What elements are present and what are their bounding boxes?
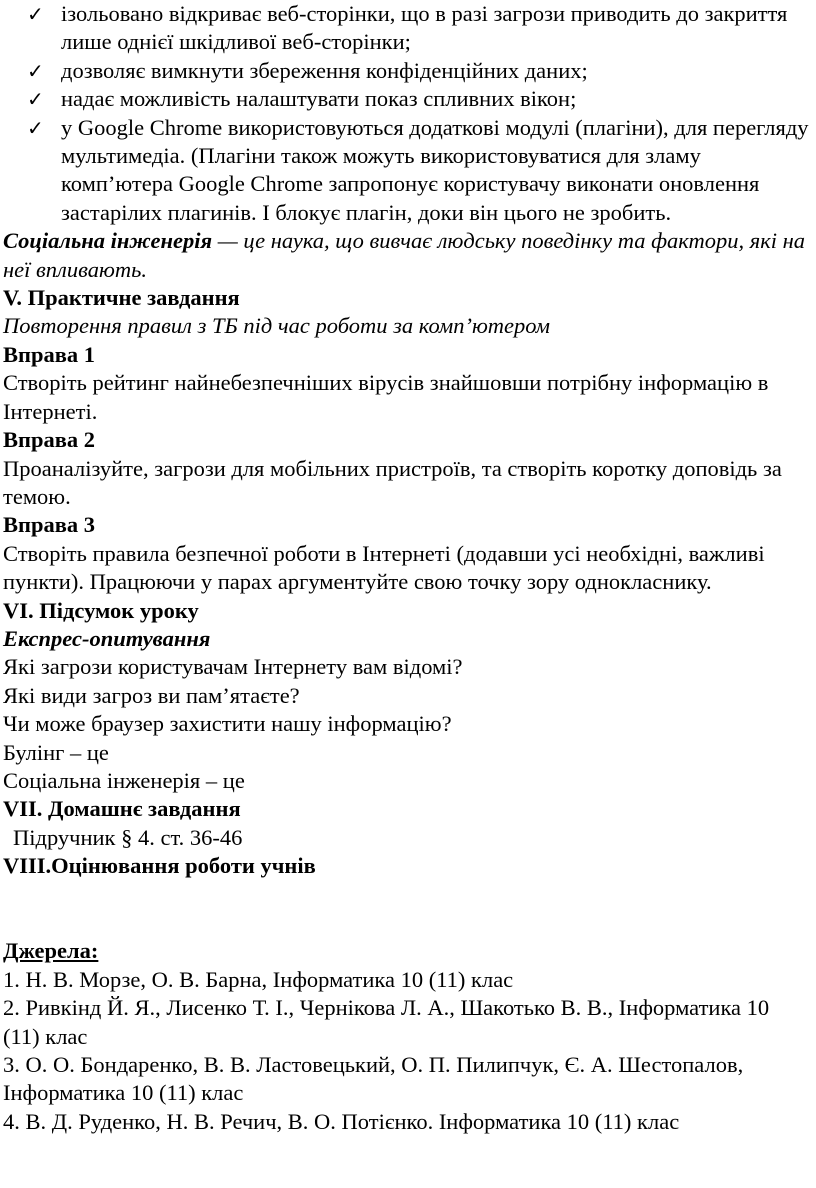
exercise-text: Проаналізуйте, загрози для мобільних пристроїв, та створіть коротку доповідь за темою. <box>3 455 782 509</box>
survey-question: Чи може браузер захистити нашу інформацію? <box>3 711 452 737</box>
survey-question: Які загрози користувачам Інтернету вам відомі? <box>3 654 463 680</box>
summary-heading: VI. Підсумок уроку <box>3 597 199 623</box>
list-item <box>3 114 811 228</box>
checkmark-icon: ✓ <box>27 87 44 112</box>
exercise-text: Створіть рейтинг найнебезпечніших вірусів знайшовши потрібну інформацію в Інтернеті. <box>3 370 769 424</box>
summary-subheading: Експрес-опитування <box>3 625 211 651</box>
evaluation-heading: VIII.Оцінювання роботи учнів <box>3 853 316 879</box>
list-item <box>3 0 811 57</box>
survey-question: Які види загроз ви пам’ятаєте? <box>3 682 300 708</box>
definition-paragraph <box>3 227 811 284</box>
survey-question: Булінг – це <box>3 739 109 765</box>
checkmark-icon: ✓ <box>27 2 44 26</box>
list-item-text: надає можливість налаштувати показ спливних вікон; <box>61 86 577 112</box>
document-page <box>3 0 811 1136</box>
exercise-title: Вправа 2 <box>3 427 96 453</box>
homework-text: Підручник § 4. ст. 36-46 <box>13 824 243 850</box>
source-item: 2. Ривкінд Й. Я., Лисенко Т. І., Чернікова Л. А., Шакотько В. В., Інформатика 10 (11) клас <box>3 995 770 1049</box>
checkmark-icon: ✓ <box>27 115 44 140</box>
homework-heading: VII. Домашнє завдання <box>3 796 241 822</box>
exercise-title: Вправа 1 <box>3 341 96 367</box>
definition-term: Соціальна інженерія <box>3 228 213 254</box>
sources-heading: Джерела: <box>3 938 99 964</box>
list-item-text: ізольовано відкриває веб-сторінки, що в разі загрози приводить до закриття лише однієї шкідливої веб-сторінки; <box>61 1 788 55</box>
source-item: 4. В. Д. Руденко, Н. В. Речич, В. О. Потієнко. Інформатика 10 (11) клас <box>3 1108 680 1134</box>
list-item-text: дозволяє вимкнути збереження конфіденційних даних; <box>61 57 588 83</box>
exercise-text: Створіть правила безпечної роботи в Інтернеті (додавши усі необхідні, важливі пункти). Працюючи у парах аргументуйте свою точку зору однокласнику. <box>3 540 765 595</box>
source-item: 3. О. О. Бондаренко, В. В. Ластовецький, О. П. Пилипчук, Є. А. Шестопалов, Інформатика 10 (11) клас <box>3 1052 744 1106</box>
exercise-title: Вправа 3 <box>3 512 96 538</box>
practical-subheading: Повторення правил з ТБ під час роботи за комп’ютером <box>3 313 551 339</box>
blank-space <box>3 881 811 938</box>
list-item <box>3 57 811 85</box>
browser-features-list <box>3 0 811 227</box>
list-item <box>3 85 811 113</box>
checkmark-icon: ✓ <box>27 58 44 83</box>
survey-question: Соціальна інженерія – це <box>3 767 245 793</box>
source-item: 1. Н. В. Морзе, О. В. Барна, Інформатика 10 (11) клас <box>3 966 514 992</box>
practical-heading: V. Практичне завдання <box>3 285 240 311</box>
list-item-text: у Google Chrome використовуються додаткові модулі (плагіни), для перегляду мультимедіа. (Плагіни також можуть використовуватися для зламу комп’ютера Google Chrome запропонує користувачу виконати оновлення застарілих плагинів. І блокує плагін, доки він цього не зробить. <box>61 114 809 225</box>
definition-text: — це наука, що вивчає людську поведінку та фактори, які на неї впливають. <box>3 228 806 282</box>
